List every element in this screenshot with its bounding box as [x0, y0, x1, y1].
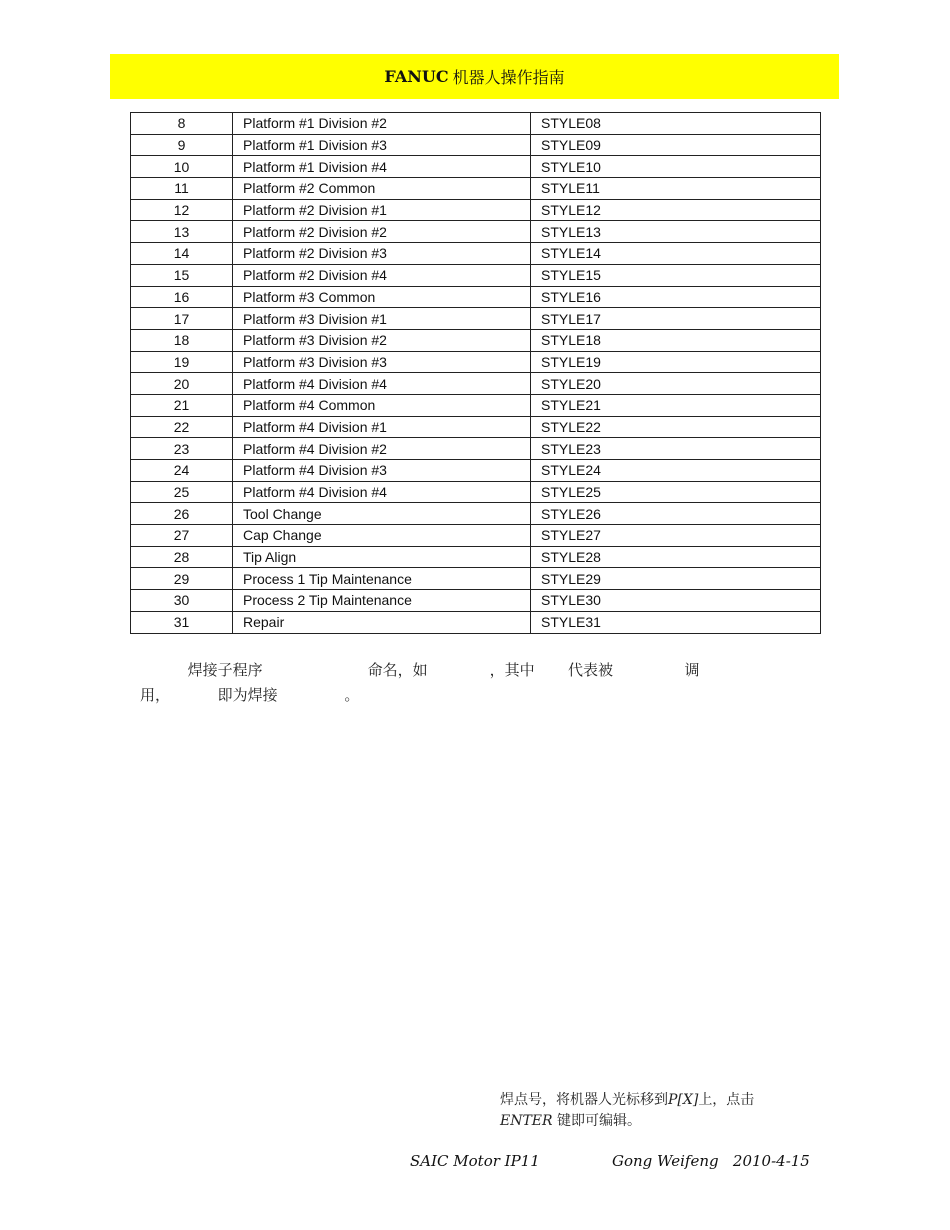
- body-paragraph-line-2: 用， 即为焊接 。: [140, 686, 360, 704]
- cell-name: Repair: [233, 611, 531, 633]
- cell-number: 9: [131, 134, 233, 156]
- table-row: [131, 394, 821, 416]
- cell-number: 11: [131, 178, 233, 200]
- table-row: [131, 286, 821, 308]
- cell-number: 15: [131, 264, 233, 286]
- header-title: 机器人操作指南: [452, 68, 565, 87]
- cell-style: STYLE26: [531, 503, 821, 525]
- table-row: [131, 134, 821, 156]
- table-row: [131, 221, 821, 243]
- cell-number: 28: [131, 546, 233, 568]
- body-paragraph-line-1: 焊接子程序 命名，如 ，其中 代表被 调: [140, 661, 700, 679]
- cell-style: STYLE30: [531, 590, 821, 612]
- cell-name: Platform #2 Division #4: [233, 264, 531, 286]
- header-brand: FANUC: [384, 67, 449, 86]
- cell-name: Platform #2 Division #2: [233, 221, 531, 243]
- table-row: [131, 243, 821, 265]
- table-row: [131, 308, 821, 330]
- cell-name: Platform #3 Common: [233, 286, 531, 308]
- cell-name: Tool Change: [233, 503, 531, 525]
- cell-name: Platform #4 Division #4: [233, 481, 531, 503]
- table-row: [131, 611, 821, 633]
- cell-number: 16: [131, 286, 233, 308]
- cell-name: Platform #1 Division #4: [233, 156, 531, 178]
- cell-name: Platform #3 Division #3: [233, 351, 531, 373]
- table-row: [131, 460, 821, 482]
- note-line-1: [500, 1089, 754, 1109]
- table-row: [131, 568, 821, 590]
- cell-style: STYLE13: [531, 221, 821, 243]
- table-row: [131, 329, 821, 351]
- cell-style: STYLE14: [531, 243, 821, 265]
- style-table-body: [131, 113, 821, 634]
- cell-style: STYLE28: [531, 546, 821, 568]
- cell-style: STYLE09: [531, 134, 821, 156]
- cell-style: STYLE24: [531, 460, 821, 482]
- cell-name: Platform #2 Division #3: [233, 243, 531, 265]
- cell-style: STYLE15: [531, 264, 821, 286]
- table-row: [131, 264, 821, 286]
- cell-number: 24: [131, 460, 233, 482]
- cell-number: 10: [131, 156, 233, 178]
- cell-number: 22: [131, 416, 233, 438]
- cell-style: STYLE17: [531, 308, 821, 330]
- table-row: [131, 373, 821, 395]
- table-row: [131, 199, 821, 221]
- cell-name: Platform #4 Division #2: [233, 438, 531, 460]
- cell-style: STYLE31: [531, 611, 821, 633]
- cell-style: STYLE20: [531, 373, 821, 395]
- footer-company: SAIC Motor IP11: [410, 1152, 540, 1170]
- cell-name: Platform #4 Division #1: [233, 416, 531, 438]
- cell-number: 14: [131, 243, 233, 265]
- cell-style: STYLE11: [531, 178, 821, 200]
- cell-number: 19: [131, 351, 233, 373]
- cell-number: 23: [131, 438, 233, 460]
- cell-name: Platform #3 Division #2: [233, 329, 531, 351]
- table-row: [131, 438, 821, 460]
- table-row: [131, 156, 821, 178]
- footer-author-date: Gong Weifeng 2010-4-15: [612, 1152, 810, 1170]
- cell-name: Process 1 Tip Maintenance: [233, 568, 531, 590]
- cell-style: STYLE21: [531, 394, 821, 416]
- cell-name: Platform #2 Division #1: [233, 199, 531, 221]
- note-line-2: [500, 1110, 641, 1130]
- cell-number: 21: [131, 394, 233, 416]
- page-header: [110, 54, 839, 99]
- cell-number: 27: [131, 525, 233, 547]
- cell-style: STYLE10: [531, 156, 821, 178]
- cell-name: Platform #3 Division #1: [233, 308, 531, 330]
- cell-name: Platform #1 Division #2: [233, 113, 531, 135]
- cell-style: STYLE23: [531, 438, 821, 460]
- cell-number: 29: [131, 568, 233, 590]
- note-text: 上，点击: [698, 1092, 755, 1108]
- cell-style: STYLE27: [531, 525, 821, 547]
- cell-style: STYLE29: [531, 568, 821, 590]
- cell-number: 18: [131, 329, 233, 351]
- table-row: [131, 416, 821, 438]
- cell-number: 31: [131, 611, 233, 633]
- cell-name: Platform #4 Common: [233, 394, 531, 416]
- cell-name: Process 2 Tip Maintenance: [233, 590, 531, 612]
- table-row: [131, 351, 821, 373]
- table-row: [131, 546, 821, 568]
- table-row: [131, 178, 821, 200]
- cell-number: 8: [131, 113, 233, 135]
- cell-number: 26: [131, 503, 233, 525]
- cell-number: 25: [131, 481, 233, 503]
- table-row: [131, 525, 821, 547]
- cell-style: STYLE12: [531, 199, 821, 221]
- note-text: 键即可编辑。: [552, 1113, 642, 1129]
- cell-number: 13: [131, 221, 233, 243]
- cell-style: STYLE16: [531, 286, 821, 308]
- cell-style: STYLE22: [531, 416, 821, 438]
- style-table: [130, 112, 821, 634]
- cell-number: 20: [131, 373, 233, 395]
- cell-name: Platform #2 Common: [233, 178, 531, 200]
- cell-name: Platform #4 Division #4: [233, 373, 531, 395]
- note-code: P[X]: [668, 1092, 699, 1108]
- cell-number: 30: [131, 590, 233, 612]
- cell-style: STYLE19: [531, 351, 821, 373]
- table-row: [131, 590, 821, 612]
- cell-number: 17: [131, 308, 233, 330]
- cell-style: STYLE18: [531, 329, 821, 351]
- table-row: [131, 503, 821, 525]
- note-text: 焊点号，将机器人光标移到: [500, 1092, 668, 1108]
- table-row: [131, 481, 821, 503]
- cell-name: Platform #4 Division #3: [233, 460, 531, 482]
- cell-name: Tip Align: [233, 546, 531, 568]
- cell-number: 12: [131, 199, 233, 221]
- cell-name: Platform #1 Division #3: [233, 134, 531, 156]
- table-row: [131, 113, 821, 135]
- cell-style: STYLE08: [531, 113, 821, 135]
- note-code: ENTER: [500, 1113, 553, 1129]
- cell-style: STYLE25: [531, 481, 821, 503]
- cell-name: Cap Change: [233, 525, 531, 547]
